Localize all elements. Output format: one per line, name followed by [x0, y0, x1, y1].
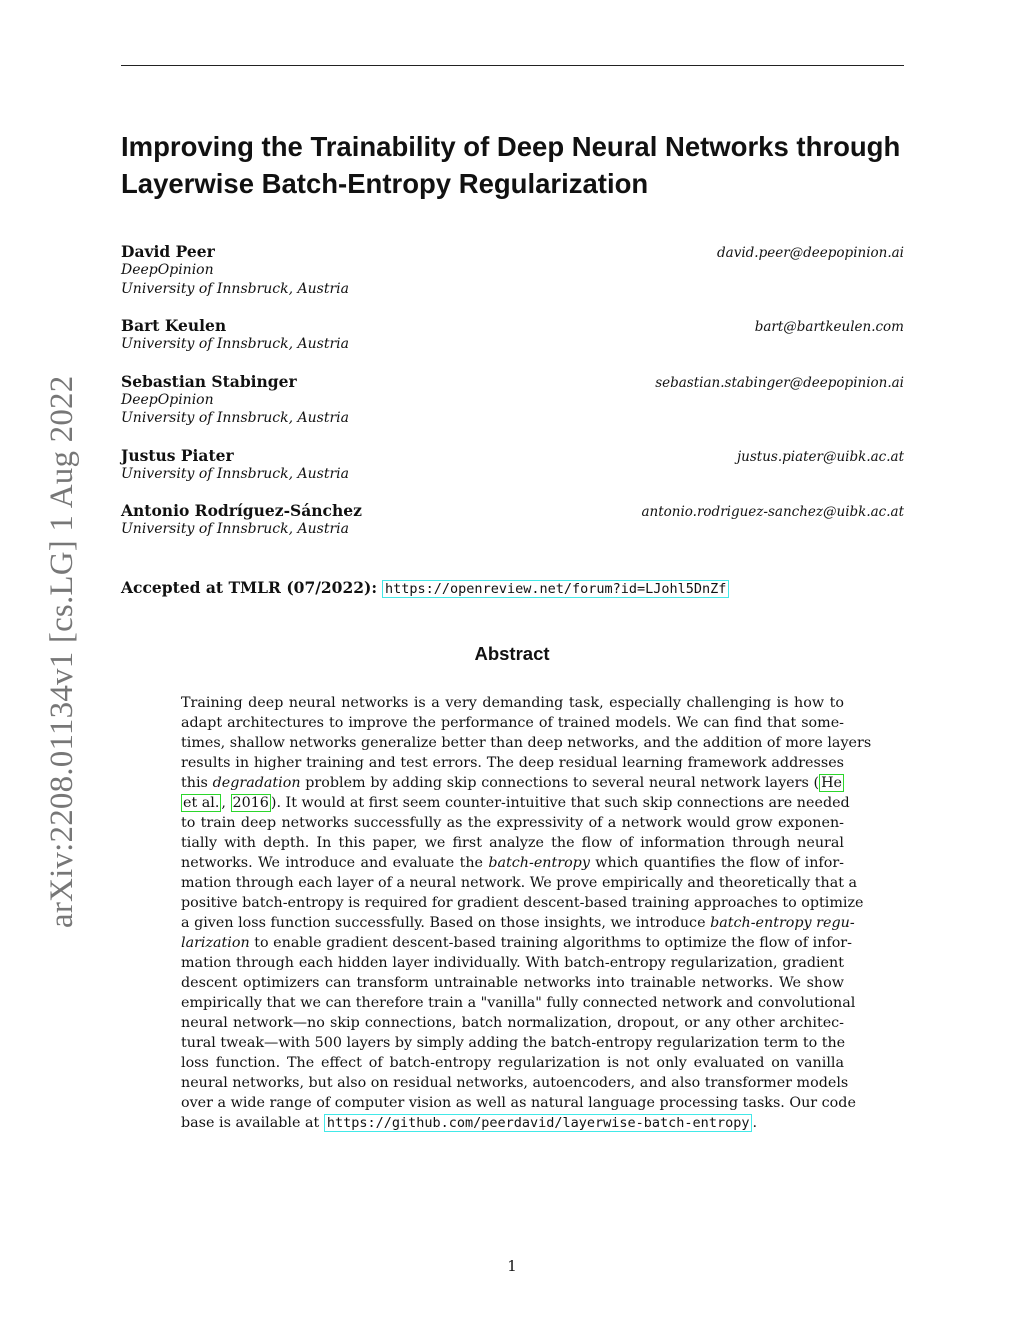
abstract-heading: Abstract: [474, 643, 550, 664]
author-name: Antonio Rodríguez-Sánchez: [121, 501, 362, 520]
page-number: 1: [507, 1257, 517, 1275]
author-email: antonio.rodriguez-sanchez@uibk.ac.at: [641, 504, 904, 520]
abstract-line: mation through each hidden layer individually. With batch-entropy regularization, gradient: [181, 955, 844, 971]
acceptance-note: [121, 578, 729, 599]
abstract-line: mation through each layer of a neural network. We prove empirically and theoretically that a: [181, 875, 858, 891]
abstract-line: networks. We introduce and evaluate the batch-entropy which quantifies the flow of infor-: [181, 855, 844, 871]
author-affiliation: University of Innsbruck, Austria: [121, 410, 349, 426]
author-affiliation: DeepOpinion: [121, 391, 214, 408]
abstract-line: times, shallow networks generalize better than deep networks, and the addition of more layers: [181, 735, 872, 751]
citation-link-year[interactable]: 2016: [232, 795, 269, 811]
abstract-line: to train deep networks successfully as the expressivity of a network would grow exponen-: [181, 815, 844, 831]
abstract-line: results in higher training and test errors. The deep residual learning framework addresses: [181, 755, 844, 771]
author-affiliation: University of Innsbruck, Austria: [121, 336, 349, 352]
abstract-line: neural network—no skip connections, batch normalization, dropout, or any other architec-: [181, 1015, 844, 1031]
abstract-line: loss function. The effect of batch-entropy regularization is not only evaluated on vanilla: [181, 1055, 844, 1071]
title-line-1: Improving the Trainability of Deep Neural Networks through: [121, 131, 901, 162]
author-block: [121, 372, 904, 428]
author-email: justus.piater@uibk.ac.at: [736, 448, 904, 465]
abstract-line: neural networks, but also on residual networks, autoencoders, and also transformer models: [181, 1075, 849, 1091]
author-affiliation: University of Innsbruck, Austria: [121, 465, 349, 482]
citation-link-et-al[interactable]: et al.: [183, 795, 220, 811]
openreview-link[interactable]: https://openreview.net/forum?id=LJohl5DnZf: [382, 580, 729, 598]
abstract-line: a given loss function successfully. Based on those insights, we introduce batch-entropy regu-: [181, 915, 855, 931]
arxiv-identifier-stamp: arXiv:2208.01134v1 [cs.LG] 1 Aug 2022: [44, 375, 80, 928]
abstract-line: positive batch-entropy is required for gradient descent-based training approaches to optimize: [181, 895, 864, 911]
term-batch-entropy-regularization: batch-entropy regu-: [710, 915, 855, 931]
code-repository-link[interactable]: https://github.com/peerdavid/layerwise-batch-entropy: [324, 1114, 753, 1132]
citation-link-he[interactable]: He: [821, 775, 843, 791]
author-name: David Peer: [121, 242, 215, 261]
term-batch-entropy: batch-entropy: [488, 855, 590, 871]
author-block: [121, 242, 904, 298]
author-block: [121, 501, 904, 539]
abstract-line: tially with depth. In this paper, we first analyze the flow of information through neural: [181, 835, 844, 851]
author-name: Bart Keulen: [121, 316, 227, 335]
author-affiliation: University of Innsbruck, Austria: [121, 521, 349, 537]
abstract-line: Training deep neural networks is a very demanding task, especially challenging is how to: [181, 695, 844, 711]
abstract-line: larization to enable gradient descent-based training algorithms to optimize the flow of infor-: [181, 935, 852, 951]
abstract-line: empirically that we can therefore train a "vanilla" fully connected network and convolutional: [181, 995, 856, 1011]
author-email: bart@bartkeulen.com: [754, 319, 904, 335]
abstract-line: base is available at https://github.com/peerdavid/layerwise-batch-entropy .: [181, 1115, 757, 1131]
abstract-line: tural tweak—with 500 layers by simply adding the batch-entropy regularization term to the: [181, 1035, 846, 1051]
author-name: Justus Piater: [121, 445, 234, 465]
term-degradation: degradation: [212, 775, 301, 791]
acceptance-label: Accepted at TMLR (07/2022):: [121, 578, 378, 597]
abstract-line: adapt architectures to improve the performance of trained models. We can find that some-: [181, 715, 844, 731]
abstract-line: et al. , 2016 ). It would at first seem counter-intuitive that such skip connections are needed: [183, 795, 850, 811]
author-email: david.peer@deepopinion.ai: [717, 245, 904, 261]
author-name: Sebastian Stabinger: [121, 371, 297, 391]
author-block: [121, 446, 904, 484]
abstract-line: this degradation problem by adding skip connections to several neural network layers ( He: [181, 775, 843, 791]
author-affiliation: University of Innsbruck, Austria: [121, 280, 349, 297]
title-line-2: Layerwise Batch-Entropy Regularization: [121, 168, 649, 199]
author-affiliation: DeepOpinion: [121, 262, 214, 278]
author-email: sebastian.stabinger@deepopinion.ai: [655, 374, 904, 391]
paper-title: [121, 128, 921, 202]
abstract-body: [181, 693, 872, 1133]
author-block: [121, 316, 904, 354]
abstract-line: descent optimizers can transform untrainable networks into trainable networks. We show: [181, 975, 844, 991]
abstract-line: over a wide range of computer vision as well as natural language processing tasks. Our code: [181, 1095, 856, 1111]
top-rule: [121, 65, 904, 66]
author-list: [121, 242, 904, 557]
